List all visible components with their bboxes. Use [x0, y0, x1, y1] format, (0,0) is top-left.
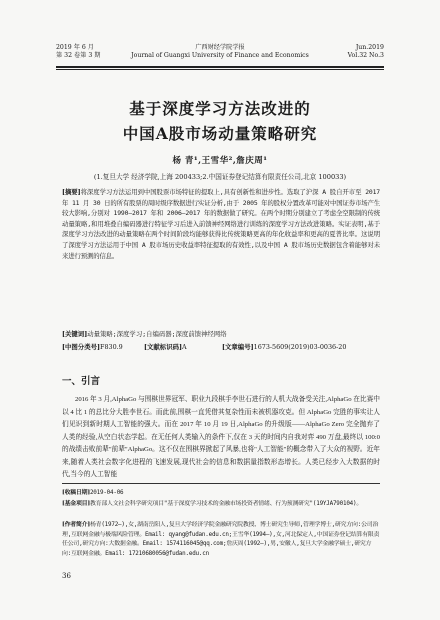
footnote-fund — [62, 499, 380, 510]
header-journal — [56, 44, 384, 60]
abstract-text: 将深度学习方法运用到中国股票市场特征的提取上,具有创新性和进步性。选取了沪深 A 股自开市至 2017 年 11 月 30 日的所有股票的周时级序数据进行实证分析,由于 2005 年的股权分置改革可能对中国证券市场产生较大影响,分别对 1990—2017 年和 2006—2017 年的数据做了研究。在两个时期分别建立了考虑全空限制的传统动量策略,和用堆叠自编码器进行特征学习后进入前馈神经网络进行训练的深度学习方法改进策略。实证表明,基于深度学习方法改进的动量策略在两个时间阶段均能够获得比传统策略更高的年化收益率和更高的夏普比率。这说明了深度学习方法运用于中国 A 股市场历史收益率特征提取的有效性,以及中国 A 股市场历史数据包含着能够对未来进行预测的信息。 — [62, 188, 380, 260]
doc-value: A — [182, 343, 187, 351]
author-bio-label: [作者简介] — [62, 521, 90, 528]
footnote-rule — [62, 483, 380, 484]
keywords-label: [关键词] — [62, 330, 88, 338]
header-date-en: Jun.2019 — [355, 44, 384, 51]
article-label: [文章编号] — [222, 343, 254, 351]
doc-code — [144, 342, 187, 351]
author-affiliation: (1.复旦大学 经济学院,上海 200433;2.中国证券登记结算有限责任公司,北京 100033) — [93, 173, 347, 181]
header-issue-en — [348, 44, 384, 60]
author-list: 杨 青¹,王雪华²,詹庆周¹ — [172, 156, 268, 166]
header-volume: 第 32 卷第 3 期 — [56, 52, 101, 59]
header-date: 2019 年 6 月 — [56, 44, 94, 51]
fund-text: 教育部人文社会科学研究项目"基于深度学习技术的金融市场投资者情绪、行为预测研究"(19YJA790104)。 — [89, 501, 363, 507]
clc-label: [中图分类号] — [62, 343, 101, 351]
running-header — [56, 44, 384, 66]
introduction-paragraph: 2016 年 3 月,AlphaGo 与围棋世界冠军、职业九段棋手李世石进行的人机大战备受关注,AlphaGo 在比赛中以 4 比 1 的总比分大胜李世石。而此前,围棋一直凭借其复杂性而未被机器攻克。但 AlphaGo 完胜的事实让人们见识到新时期人工智能的强大。而在 2017 年 10 月 19 日,AlphaGo 的升级版——AlphaGo Zero 完全抛弃了人类的经验,从空白状态学起。在无任何人类输入的条件下,仅在 3 天的时间内自我对弈 490 万盘,最终以 100:0 的战绩击败前辈"前辈"AlphaGo。这不仅在围棋界掀起了风暴,也将"人工智能"的概念带入了大众的视野。近年来,随着人类社会数字化进程的飞速发展,现代社会的信息和数据量指数形态增长。人类已经步入大数据的时代,当今的人工智能 — [62, 396, 380, 478]
abstract — [62, 187, 380, 261]
keywords-text: 动量策略;深度学习;自编码器;深度前馈神经网络 — [87, 330, 227, 338]
section-heading: 一、引言 — [62, 376, 101, 387]
doc-label: [文献标识码] — [144, 343, 183, 351]
abstract-label: [摘要] — [62, 188, 81, 196]
author-bio-text: 杨青(1972—),女,湖南岳阳人,复旦大学经济学院金融研究院教授、博士研究生导师,管理学博士,研究方向:公司治理,互联网金融与极端风险管理。Email: qyang@fudan.edu.cn;王雪华(1994—),女,河北保定人,中国证券登记结算有限责任公司,研究方向:大数据金融。Email: 1574116045@qq.com;詹庆周(1992—),男,安徽人,复旦大学金融学硕士,研究方向:互联网金融。Email: 17210680056@fudan.edu.cn — [62, 522, 380, 557]
page-number: 36 — [62, 572, 71, 580]
fund-label: [基金项目] — [62, 500, 90, 507]
clc-code — [62, 342, 123, 351]
article-title-line1: 基于深度学习方法改进的 — [129, 99, 311, 118]
journal-name-cn: 广西财经学院学报 — [195, 44, 245, 51]
article-title-line2: 中国A股市场动量策略研究 — [122, 124, 318, 143]
article-value: 1673-5609(2019)03-0036-20 — [253, 343, 347, 351]
clc-value: F830.9 — [100, 343, 123, 351]
header-rule-thin — [56, 69, 384, 70]
keywords — [62, 329, 380, 338]
received-date: 2019-04-06 — [89, 490, 124, 496]
header-volume-en: Vol.32 No.3 — [347, 52, 384, 59]
received-label: [收稿日期] — [62, 489, 90, 496]
article-number — [222, 342, 346, 351]
footnote-authors — [62, 520, 380, 559]
classification-row — [62, 342, 380, 351]
journal-name-en: Journal of Guangxi University of Finance and Economics — [131, 52, 309, 59]
footnote-received — [62, 488, 380, 499]
header-rule-thick — [56, 66, 384, 68]
